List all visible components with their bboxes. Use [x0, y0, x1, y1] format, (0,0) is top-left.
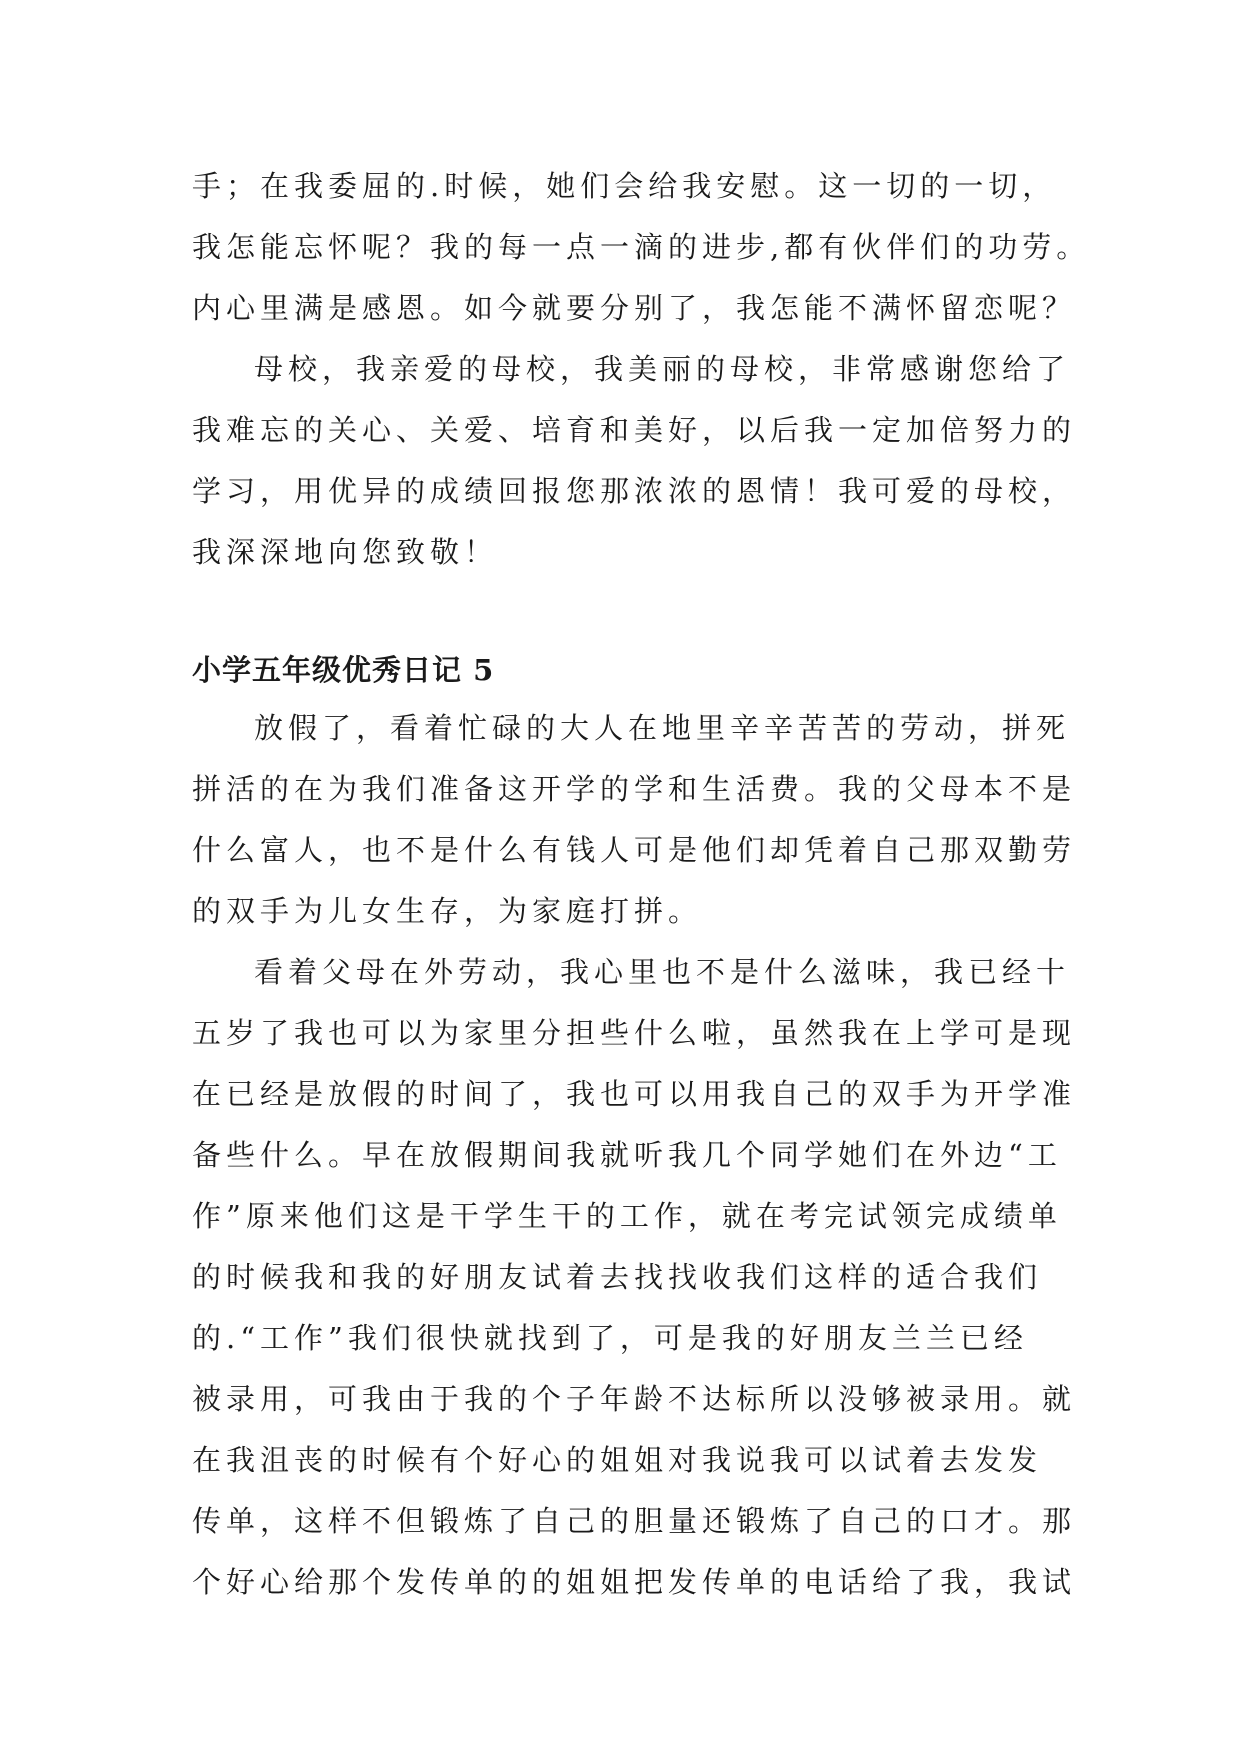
text-line: 我难忘的关心、关爱、培育和美好，以后我一定加倍努力的: [192, 413, 1077, 447]
text-line: 内心里满是感恩。如今就要分别了，我怎能不满怀留恋呢？: [192, 291, 1077, 325]
text-line: 什么富人，也不是什么有钱人可是他们却凭着自己那双勤劳: [192, 833, 1077, 867]
text-line: 传单，这样不但锻炼了自己的胆量还锻炼了自己的口才。那: [192, 1504, 1077, 1538]
text-line: 手；在我委屈的.时候，她们会给我安慰。这一切的一切，: [192, 169, 1057, 203]
text-line: 我怎能忘怀呢？我的每一点一滴的进步,都有伙伴们的功劳。: [192, 230, 1091, 264]
text-line: 的时候我和我的好朋友试着去找找收我们这样的适合我们: [192, 1260, 1043, 1294]
text-line: 的双手为儿女生存，为家庭打拼。: [192, 894, 703, 928]
text-line: 学习，用优异的成绩回报您那浓浓的恩情！我可爱的母校，: [192, 474, 1077, 508]
text-line: 在已经是放假的时间了，我也可以用我自己的双手为开学准: [192, 1077, 1077, 1111]
section-heading: 小学五年级优秀日记 5: [192, 653, 495, 687]
text-line: 被录用，可我由于我的个子年龄不达标所以没够被录用。就: [192, 1382, 1077, 1416]
text-line: 在我沮丧的时候有个好心的姐姐对我说我可以试着去发发: [192, 1443, 1043, 1477]
text-line: 五岁了我也可以为家里分担些什么啦，虽然我在上学可是现: [192, 1016, 1077, 1050]
text-line: 我深深地向您致敬！: [192, 535, 499, 569]
text-line: 拼活的在为我们准备这开学的学和生活费。我的父母本不是: [192, 772, 1077, 806]
text-line: 个好心给那个发传单的的姐姐把发传单的电话给了我，我试: [192, 1565, 1077, 1599]
paragraph-first-line: 放假了，看着忙碌的大人在地里辛辛苦苦的劳动，拼死: [254, 711, 1071, 745]
paragraph-first-line: 母校，我亲爱的母校，我美丽的母校，非常感谢您给了: [254, 352, 1071, 386]
text-line: 作”原来他们这是干学生干的工作，就在考完试领完成绩单: [192, 1199, 1062, 1233]
text-line: 备些什么。早在放假期间我就听我几个同学她们在外边“工: [192, 1138, 1062, 1172]
paragraph-first-line: 看着父母在外劳动，我心里也不是什么滋味，我已经十: [254, 955, 1071, 989]
text-line: 的.“工作”我们很快就找到了，可是我的好朋友兰兰已经: [192, 1321, 1028, 1355]
